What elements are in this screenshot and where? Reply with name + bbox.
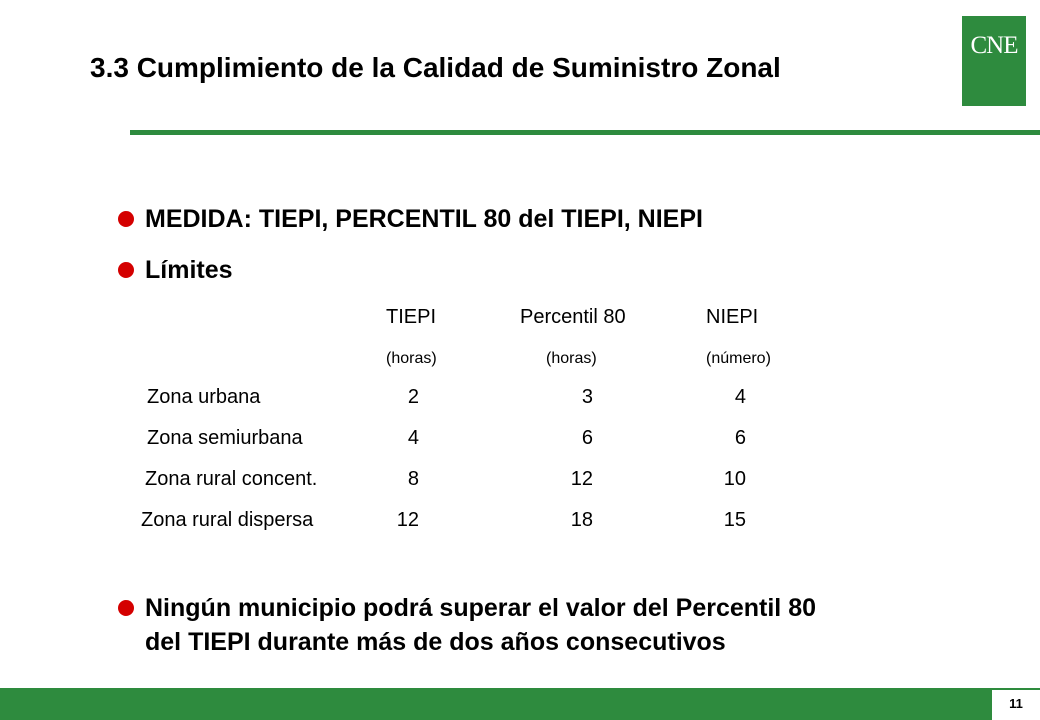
cell-tiepi: 4 <box>407 427 419 449</box>
bullet-dot-icon <box>118 262 134 278</box>
unit-niepi: (número) <box>706 350 771 367</box>
column-header-percentil: Percentil 80 <box>520 306 626 328</box>
slide-title: 3.3 Cumplimiento de la Calidad de Suministro Zonal <box>90 52 781 83</box>
bullet-closing-line2: del TIEPI durante más de dos años consecutivos <box>145 628 726 656</box>
bullet-closing-line1: Ningún municipio podrá superar el valor del Percentil 80 <box>145 594 816 622</box>
footer-bar <box>0 688 1040 720</box>
row-label: Zona urbana <box>147 386 261 408</box>
cell-percentil: 18 <box>570 509 593 531</box>
page-number: 11 <box>992 690 1040 720</box>
cell-percentil: 6 <box>581 427 593 449</box>
cell-niepi: 10 <box>723 468 746 490</box>
row-label: Zona semiurbana <box>147 427 303 449</box>
title-underline <box>130 130 1040 135</box>
unit-percentil: (horas) <box>546 350 597 367</box>
column-header-tiepi: TIEPI <box>386 306 437 328</box>
bullet-limits: Límites <box>145 256 233 284</box>
cell-tiepi: 8 <box>407 468 419 490</box>
row-label: Zona rural concent. <box>145 468 318 490</box>
cell-niepi: 4 <box>734 386 746 408</box>
bullet-dot-icon <box>118 600 134 616</box>
bullet-measure: MEDIDA: TIEPI, PERCENTIL 80 del TIEPI, NIEPI <box>145 205 703 233</box>
column-header-niepi: NIEPI <box>706 306 759 328</box>
cell-tiepi: 2 <box>407 386 419 408</box>
bullet-dot-icon <box>118 211 134 227</box>
cell-tiepi: 12 <box>396 509 419 531</box>
unit-tiepi: (horas) <box>386 350 437 367</box>
row-label: Zona rural dispersa <box>141 509 314 531</box>
cne-logo: CNE <box>962 16 1026 106</box>
cell-niepi: 15 <box>723 509 746 531</box>
cell-percentil: 12 <box>570 468 593 490</box>
cell-percentil: 3 <box>581 386 593 408</box>
cell-niepi: 6 <box>734 427 746 449</box>
